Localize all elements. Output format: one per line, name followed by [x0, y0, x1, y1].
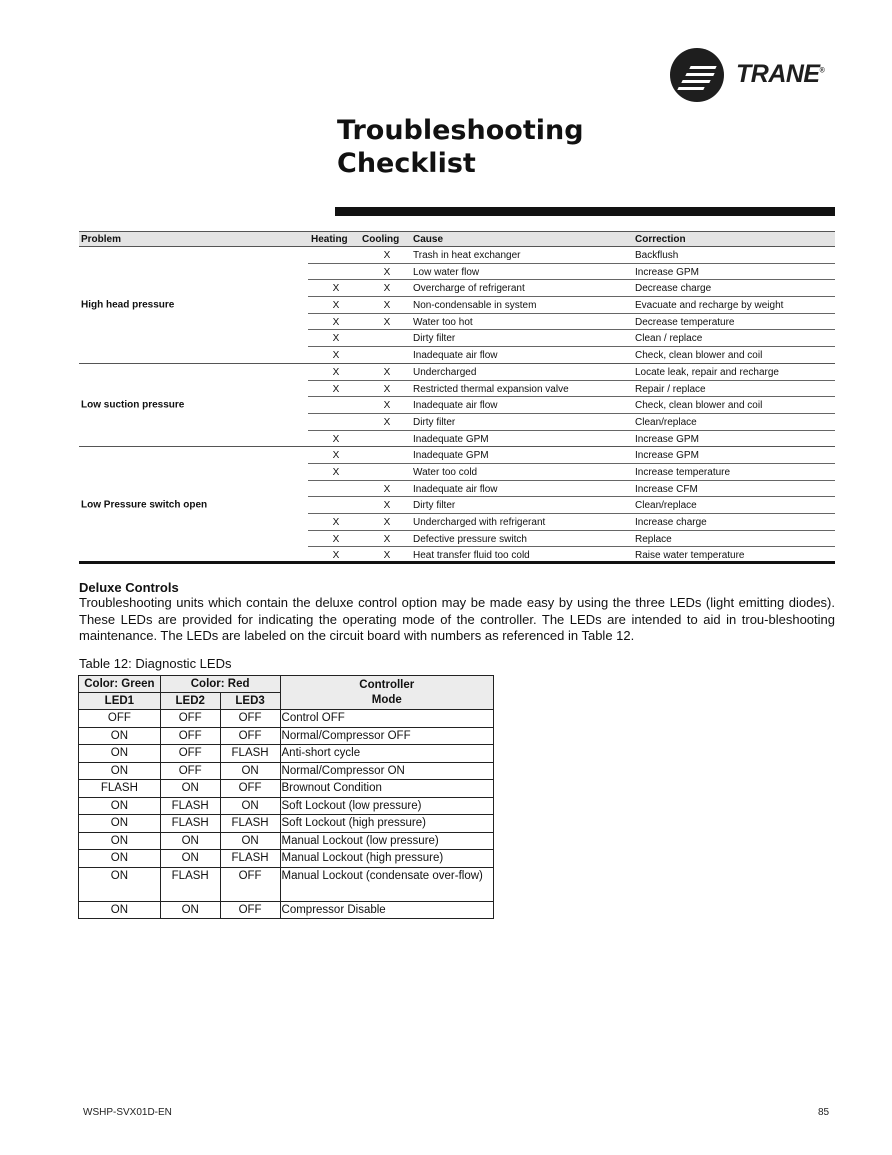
led2-cell: OFF	[160, 727, 220, 745]
correction-cell: Increase GPM	[635, 266, 699, 278]
mode-cell: Soft Lockout (low pressure)	[280, 797, 493, 815]
correction-cell: Locate leak, repair and recharge	[635, 366, 779, 378]
led3-cell: ON	[220, 797, 280, 815]
heating-cell: X	[332, 517, 340, 528]
mode-cell: Manual Lockout (low pressure)	[280, 832, 493, 850]
correction-cell: Repair / replace	[635, 383, 706, 395]
cooling-cell: X	[383, 533, 391, 545]
trane-logo-wordmark	[736, 60, 824, 89]
mode-cell: Manual Lockout (condensate over-flow)	[280, 867, 493, 901]
led1-cell: ON	[79, 850, 161, 868]
cause-cell: Low water flow	[413, 266, 480, 278]
heating-cell: X	[332, 450, 340, 462]
logo-registered-mark: ®	[819, 67, 825, 75]
mode-cell: Brownout Condition	[280, 780, 493, 798]
table-row	[308, 247, 835, 264]
table-row	[79, 867, 494, 901]
cooling-cell: X	[383, 383, 391, 395]
led2-cell: OFF	[160, 745, 220, 763]
trane-logo-mark	[670, 48, 724, 102]
led1-cell: OFF	[79, 710, 161, 728]
correction-cell: Increase temperature	[635, 466, 731, 478]
problem-group	[79, 364, 835, 447]
led1-cell: ON	[79, 815, 161, 833]
heating-cell: X	[332, 550, 340, 562]
mode-cell: Normal/Compressor OFF	[280, 727, 493, 745]
cause-cell: Inadequate air flow	[413, 400, 498, 412]
problem-name: High head pressure	[81, 299, 175, 311]
led2-cell: FLASH	[160, 867, 220, 901]
correction-cell: Clean/replace	[635, 500, 697, 512]
table-row	[79, 815, 494, 833]
led-table-body	[79, 710, 494, 919]
cooling-cell: X	[383, 400, 391, 412]
table-row	[308, 314, 835, 331]
header-cause: Cause	[413, 234, 444, 245]
heating-cell: X	[332, 366, 340, 378]
cooling-cell: X	[383, 250, 391, 261]
table-row	[308, 481, 835, 498]
troubleshooting-table	[79, 231, 835, 564]
mode-cell: Soft Lockout (high pressure)	[280, 815, 493, 833]
heating-cell: X	[332, 383, 340, 395]
header-problem: Problem	[81, 234, 122, 245]
header-led3: LED3	[220, 693, 280, 710]
table-row	[79, 745, 494, 763]
led3-cell: OFF	[220, 901, 280, 919]
led2-cell: OFF	[160, 762, 220, 780]
problem-group	[79, 447, 835, 564]
heating-cell: X	[332, 283, 340, 295]
correction-cell: Evacuate and recharge by weight	[635, 300, 784, 312]
problem-group	[79, 247, 835, 364]
cause-cell: Inadequate GPM	[413, 433, 489, 445]
correction-cell: Clean / replace	[635, 333, 703, 345]
cooling-cell: X	[383, 283, 391, 295]
troubleshooting-table-body	[79, 247, 835, 564]
led2-cell: ON	[160, 901, 220, 919]
table-row	[308, 280, 835, 297]
heating-cell: X	[332, 316, 340, 328]
problem-name: Low suction pressure	[81, 399, 185, 411]
table-row	[308, 364, 835, 381]
cause-cell: Defective pressure switch	[413, 533, 527, 545]
footer-doc-id: WSHP-SVX01D-EN	[83, 1107, 172, 1118]
correction-cell: Backflush	[635, 250, 679, 261]
table-row	[79, 797, 494, 815]
mode-cell: Compressor Disable	[280, 901, 493, 919]
correction-cell: Increase GPM	[635, 450, 699, 462]
table-row	[79, 832, 494, 850]
cooling-cell: X	[383, 416, 391, 428]
header-mode-line1: Controller	[359, 678, 415, 691]
led3-cell: OFF	[220, 727, 280, 745]
table-row	[79, 780, 494, 798]
heating-cell: X	[332, 300, 340, 312]
led2-cell: FLASH	[160, 815, 220, 833]
cause-cell: Restricted thermal expansion valve	[413, 383, 569, 395]
table-row	[308, 297, 835, 314]
header-cooling: Cooling	[362, 234, 400, 245]
table-row	[308, 447, 835, 464]
mode-cell: Control OFF	[280, 710, 493, 728]
heating-cell: X	[332, 433, 340, 445]
header-color-red: Color: Red	[160, 676, 280, 693]
cooling-cell: X	[383, 483, 391, 495]
correction-cell: Raise water temperature	[635, 550, 745, 562]
footer-page-number: 85	[818, 1107, 830, 1118]
cause-cell: Water too cold	[413, 466, 478, 478]
correction-cell: Check, clean blower and coil	[635, 400, 763, 412]
correction-cell: Check, clean blower and coil	[635, 350, 763, 362]
cause-cell: Non-condensable in system	[413, 300, 537, 312]
header-heating: Heating	[311, 234, 348, 245]
trane-logo	[668, 46, 838, 104]
led3-cell: ON	[220, 832, 280, 850]
cause-cell: Dirty filter	[413, 416, 456, 428]
cause-cell: Inadequate air flow	[413, 350, 498, 362]
table-row	[308, 497, 835, 514]
led3-cell: OFF	[220, 710, 280, 728]
troubleshooting-table-header	[79, 231, 835, 247]
cause-cell: Undercharged with refrigerant	[413, 517, 546, 528]
led2-cell: ON	[160, 850, 220, 868]
header-correction: Correction	[635, 234, 686, 245]
correction-cell: Increase CFM	[635, 483, 698, 495]
problem-name: Low Pressure switch open	[81, 499, 208, 511]
cooling-cell: X	[383, 550, 391, 562]
correction-cell: Clean/replace	[635, 416, 697, 428]
led3-cell: ON	[220, 762, 280, 780]
cause-cell: Dirty filter	[413, 333, 456, 345]
deluxe-controls-heading: Deluxe Controls	[79, 580, 179, 595]
mode-cell: Anti-short cycle	[280, 745, 493, 763]
led1-cell: ON	[79, 745, 161, 763]
led1-cell: ON	[79, 832, 161, 850]
header-color-green: Color: Green	[79, 676, 161, 693]
table-row	[79, 901, 494, 919]
led1-cell: ON	[79, 867, 161, 901]
led1-cell: ON	[79, 901, 161, 919]
page-title-line1: Troubleshooting	[337, 115, 584, 146]
table-row	[79, 850, 494, 868]
correction-cell: Increase charge	[635, 517, 707, 528]
led3-cell: FLASH	[220, 850, 280, 868]
cause-cell: Inadequate GPM	[413, 450, 489, 462]
heating-cell: X	[332, 333, 340, 345]
table-row	[308, 330, 835, 347]
table-row	[308, 264, 835, 281]
led2-cell: OFF	[160, 710, 220, 728]
led3-cell: OFF	[220, 867, 280, 901]
led1-cell: FLASH	[79, 780, 161, 798]
mode-cell: Normal/Compressor ON	[280, 762, 493, 780]
page-title	[337, 114, 584, 180]
mode-cell: Manual Lockout (high pressure)	[280, 850, 493, 868]
cooling-cell: X	[383, 300, 391, 312]
cause-cell: Overcharge of refrigerant	[413, 283, 525, 295]
cooling-cell: X	[383, 517, 391, 528]
cooling-cell: X	[383, 366, 391, 378]
led2-cell: ON	[160, 832, 220, 850]
led2-cell: FLASH	[160, 797, 220, 815]
led1-cell: ON	[79, 762, 161, 780]
cause-cell: Inadequate air flow	[413, 483, 498, 495]
cooling-cell: X	[383, 500, 391, 512]
table-row	[79, 727, 494, 745]
correction-cell: Replace	[635, 533, 672, 545]
led3-cell: FLASH	[220, 745, 280, 763]
table-bottom-rule	[79, 561, 835, 564]
table-row	[308, 514, 835, 531]
table-row	[308, 414, 835, 431]
table-row	[308, 431, 835, 447]
header-controller-mode	[280, 676, 493, 710]
header-mode-line2: Mode	[371, 693, 402, 706]
led-table-caption: Table 12: Diagnostic LEDs	[79, 656, 232, 671]
led2-cell: ON	[160, 780, 220, 798]
table-row	[308, 531, 835, 548]
heating-cell: X	[332, 466, 340, 478]
deluxe-controls-paragraph: Troubleshooting units which contain the deluxe control option may be made easy by using the three LEDs (light emitting diodes). These LEDs are provided for indicating the operating mode of the controller. The LEDs are intended to aid in trou-bleshooting maintenance. The LEDs are labeled on the circuit board with numbers as referenced in Table 12.	[79, 595, 835, 643]
table-row	[308, 464, 835, 481]
cause-cell: Heat transfer fluid too cold	[413, 550, 530, 562]
led1-cell: ON	[79, 727, 161, 745]
correction-cell: Decrease temperature	[635, 316, 735, 328]
led3-cell: FLASH	[220, 815, 280, 833]
logo-brand: TRANE	[736, 60, 820, 88]
page-title-line2: Checklist	[337, 148, 476, 179]
cause-cell: Undercharged	[413, 366, 477, 378]
table-row	[79, 762, 494, 780]
table-row	[308, 347, 835, 363]
correction-cell: Decrease charge	[635, 283, 712, 295]
table-row	[308, 381, 835, 398]
heating-cell: X	[332, 350, 340, 362]
cause-cell: Dirty filter	[413, 500, 456, 512]
table-row	[308, 397, 835, 414]
cooling-cell: X	[383, 266, 391, 278]
cause-cell: Water too hot	[413, 316, 473, 328]
diagnostic-led-table	[78, 675, 494, 919]
led3-cell: OFF	[220, 780, 280, 798]
correction-cell: Increase GPM	[635, 433, 699, 445]
header-led1: LED1	[79, 693, 161, 710]
cooling-cell: X	[383, 316, 391, 328]
table-row	[79, 710, 494, 728]
title-rule	[335, 207, 835, 216]
header-led2: LED2	[160, 693, 220, 710]
led1-cell: ON	[79, 797, 161, 815]
cause-cell: Trash in heat exchanger	[413, 250, 521, 261]
heating-cell: X	[332, 533, 340, 545]
